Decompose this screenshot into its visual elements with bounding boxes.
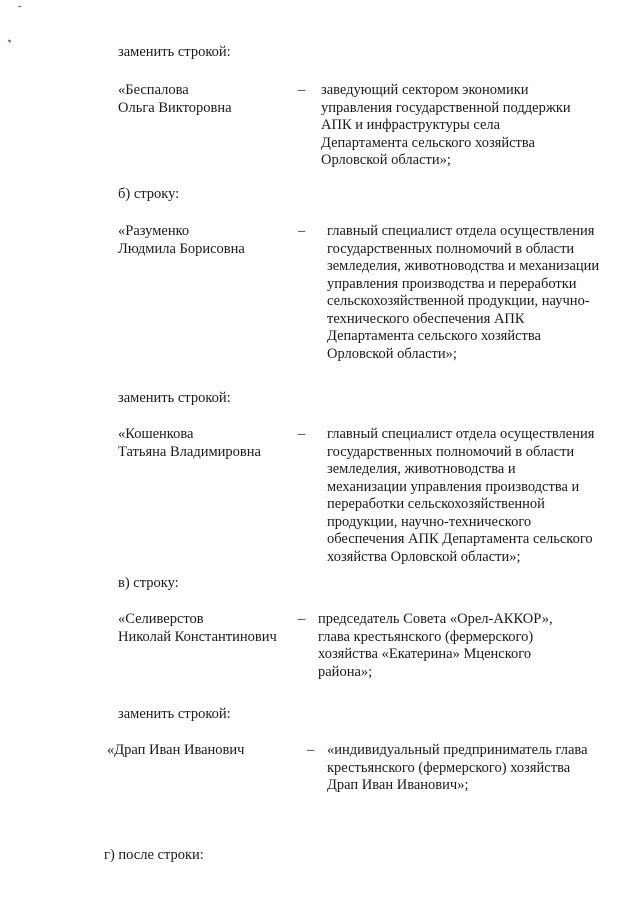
scan-speck	[18, 6, 21, 7]
entry-description-seliverstov: председатель Совета «Орел-АККОР», глава крестьянского (фермерского) хозяйства «Екатерина» Мценского района»;	[318, 611, 553, 680]
entry-description-razumenko: главный специалист отдела осуществления государственных полномочий в области земледелия, животноводства и механизации управления производства и переработки сельскохозяйственной продукции, научно- технического обеспечения АПК Департамента сельского хозяйства Орловской области»;	[327, 223, 600, 362]
entry-dash: –	[298, 82, 306, 98]
entry-description-drap: «индивидуальный предприниматель глава крестьянского (фермерского) хозяйства Драп Иван Иванович»;	[327, 742, 588, 793]
entry-dash: –	[298, 223, 306, 239]
entry-name-bespalova: «Беспалова Ольга Викторовна	[118, 82, 232, 116]
scan-speck	[8, 39, 12, 42]
entry-name-razumenko: «Разуменко Людмила Борисовна	[118, 223, 245, 257]
paragraph-b-line: б) строку:	[118, 186, 180, 202]
entry-dash: –	[298, 611, 306, 627]
paragraph-replace-3: заменить строкой:	[118, 706, 231, 722]
entry-dash: –	[298, 426, 306, 442]
paragraph-g-after-line: г) после строки:	[104, 847, 204, 863]
entry-name-drap: «Драп Иван Иванович	[107, 742, 245, 758]
paragraph-replace-1: заменить строкой:	[118, 44, 231, 60]
paragraph-replace-2: заменить строкой:	[118, 390, 231, 406]
entry-name-koshenkova: «Кошенкова Татьяна Владимировна	[118, 426, 261, 460]
entry-name-seliverstov: «Селиверстов Николай Константинович	[118, 611, 277, 645]
entry-dash: –	[307, 742, 315, 758]
entry-description-bespalova: заведующий сектором экономики управления государственной поддержки АПК и инфраструктуры села Департамента сельского хозяйства Орловской области»;	[321, 82, 571, 168]
paragraph-v-line: в) строку:	[118, 575, 179, 591]
entry-description-koshenkova: главный специалист отдела осуществления государственных полномочий в области земледелия, животноводства и механизации управления производства и переработки сельскохозяйственной продукции, научно-технического обеспечения АПК Департамента сельского хозяйства Орловской области»;	[327, 426, 595, 565]
